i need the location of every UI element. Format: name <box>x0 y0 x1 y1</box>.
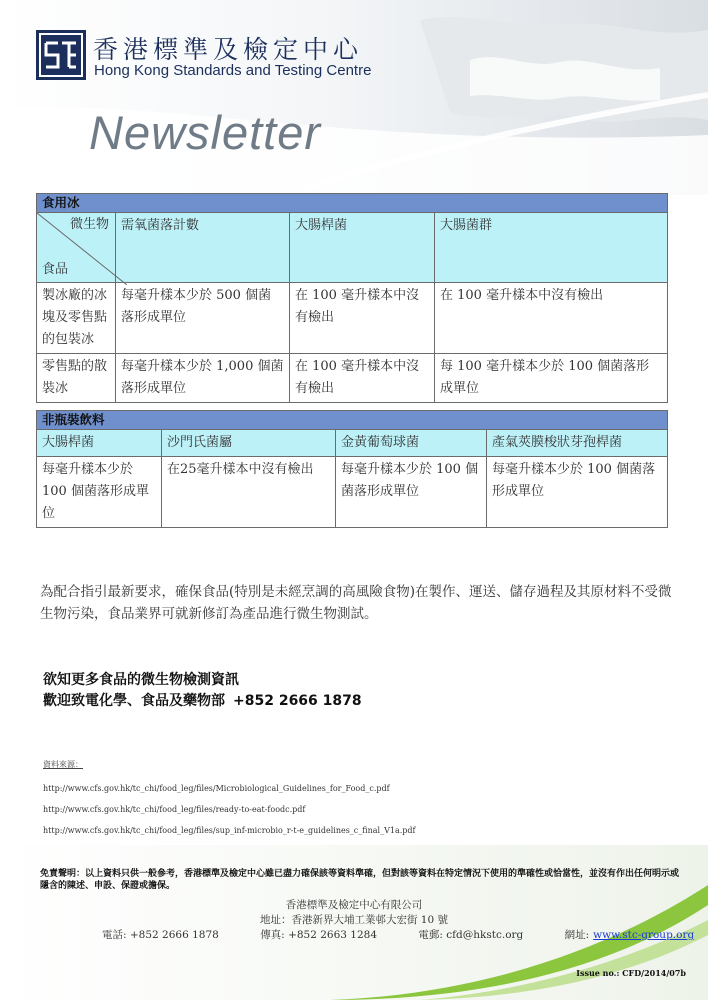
ice-table-title: 食用冰 <box>37 194 668 213</box>
footer-fax: 傳真: +852 2663 1284 <box>260 929 378 941</box>
table-row <box>37 354 668 403</box>
drinks-value-cell: 每毫升樣本少於 100 個菌落形成單位 <box>336 457 487 528</box>
drinks-value-cell: 每毫升樣本少於 100 個菌落形成單位 <box>37 457 162 528</box>
cta-line-2 <box>43 690 362 710</box>
ice-value-cell: 每毫升樣本少於 500 個菌落形成單位 <box>116 283 290 354</box>
org-name-chinese: 香港標準及檢定中心 <box>93 35 364 64</box>
cta-line-1: 欲知更多食品的微生物檢測資訊 <box>43 672 239 688</box>
stc-logo <box>36 30 86 80</box>
table-row <box>37 457 668 528</box>
source-link[interactable]: http://www.cfs.gov.hk/tc_chi/food_leg/files/ready-to-eat-foodc.pdf <box>43 805 306 814</box>
ice-table-corner <box>37 213 116 283</box>
ice-standards-table <box>36 193 668 403</box>
ice-col-header: 大腸菌群 <box>435 213 668 283</box>
ice-food-cell: 零售點的散裝冰 <box>37 354 116 403</box>
newsletter-title: Newsletter <box>89 106 322 159</box>
footer-website-label: 網址: <box>564 929 590 941</box>
footer-email[interactable]: 電郵: cfd@hkstc.org <box>418 929 524 941</box>
org-name-english: Hong Kong Standards and Testing Centre <box>94 62 372 79</box>
footer-company: 香港標準及檢定中心有限公司 <box>285 899 423 911</box>
table-row <box>37 283 668 354</box>
corner-label-microbe: 微生物 <box>69 217 109 232</box>
cta-department: 歡迎致電化學、食品及藥物部 <box>43 693 225 709</box>
sources-label: 資料來源： <box>43 760 83 769</box>
drinks-table-title: 非瓶裝飲料 <box>37 411 668 430</box>
issue-number: Issue no.: CFD/2014/07b <box>576 968 686 978</box>
corner-label-food: 食品 <box>42 262 69 277</box>
cta-phone: +852 2666 1878 <box>233 693 362 709</box>
footer-website-group <box>565 929 695 941</box>
drinks-col-header: 金黃葡萄球菌 <box>336 430 487 457</box>
intro-paragraph: 為配合指引最新要求，確保食品(特別是未經烹調的高風險食物)在製作、運送、儲存過程及其原材料不受微生物污染，食品業界可就新修訂為產品進行微生物測試。 <box>40 584 672 622</box>
source-link[interactable]: http://www.cfs.gov.hk/tc_chi/food_leg/files/Microbiological_Guidelines_for_Food_c.pdf <box>43 784 390 793</box>
ice-value-cell: 在 100 毫升樣本中沒有檢出 <box>290 354 435 403</box>
disclaimer: 免責聲明：以上資料只供一般參考，香港標準及檢定中心雖已盡力確保該等資料準確，但對該等資料在特定情況下使用的準確性或恰當性，並沒有作出任何明示或隱含的陳述、申設、保證或擔保。 <box>40 869 680 891</box>
ice-value-cell: 每 100 毫升樣本少於 100 個菌落形成單位 <box>435 354 668 403</box>
footer-contact <box>102 927 694 942</box>
drinks-col-header: 沙門氏菌屬 <box>162 430 336 457</box>
footer-address: 地址：香港新界大埔工業邨大宏街 10 號 <box>259 914 449 926</box>
ice-col-header: 需氧菌落計數 <box>116 213 290 283</box>
ice-value-cell: 在 100 毫升樣本中沒有檢出 <box>290 283 435 354</box>
ice-value-cell: 每毫升樣本少於 1,000 個菌落形成單位 <box>116 354 290 403</box>
drinks-value-cell: 每毫升樣本少於 100 個菌落形成單位 <box>487 457 668 528</box>
source-link[interactable]: http://www.cfs.gov.hk/tc_chi/food_leg/files/sup_inf-microbio_r-t-e_guidelines_c_final_V1a.pdf <box>43 826 416 835</box>
drinks-col-header: 大腸桿菌 <box>37 430 162 457</box>
drinks-standards-table <box>36 410 668 528</box>
footer-website-link[interactable]: www.stc-group.org <box>593 929 695 941</box>
ice-col-header: 大腸桿菌 <box>290 213 435 283</box>
drinks-value-cell: 在25毫升樣本中沒有檢出 <box>162 457 336 528</box>
drinks-col-header: 產氣莢膜梭狀芽孢桿菌 <box>487 430 668 457</box>
ice-value-cell: 在 100 毫升樣本中沒有檢出 <box>435 283 668 354</box>
footer-phone: 電話: +852 2666 1878 <box>102 929 219 941</box>
ice-food-cell: 製冰廠的冰塊及零售點的包裝冰 <box>37 283 116 354</box>
